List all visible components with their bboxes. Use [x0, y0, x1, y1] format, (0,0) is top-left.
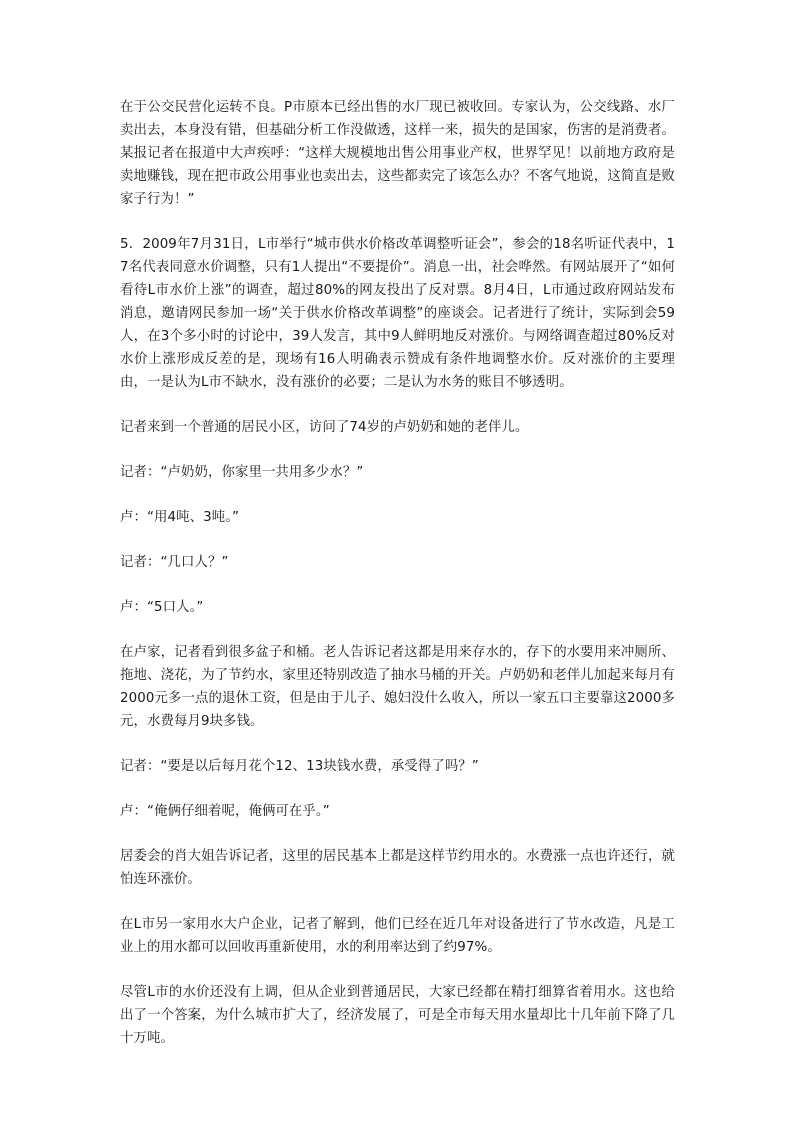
paragraph-conclusion: 尽管L市的水价还没有上调，但从企业到普通居民，大家已经都在精打细算省着用水。这也给出了一个答案，为什么城市扩大了，经济发展了，可是全市每天用水量却比十几年前下降了几十万吨。 — [120, 985, 675, 1046]
dialogue-reporter-question-1: 记者：“卢奶奶，你家里一共用多少水？” — [120, 465, 364, 480]
dialogue-reporter-question-2: 记者：“几口人？” — [120, 555, 229, 570]
paragraph-industrial-water-reuse: 在L市另一家用水大户企业，记者了解到，他们已经在近几年对设备进行了节水改造，凡是工业上的用水都可以回收再重新使用，水的利用率达到了约97%。 — [120, 917, 675, 955]
paragraph-neighborhood-committee: 居委会的肖大姐告诉记者，这里的居民基本上都是这样节约用水的。水费涨一点也许还行，就怕连环涨价。 — [120, 849, 675, 887]
dialogue-reporter-question-3: 记者：“要是以后每月花个12、13块钱水费，承受得了吗？” — [120, 759, 479, 774]
dialogue-lu-answer-1: 卢：“用4吨、3吨。” — [120, 510, 240, 525]
document-body — [120, 96, 675, 1072]
paragraph-lu-household: 在卢家，记者看到很多盆子和桶。老人告诉记者这都是用来存水的，存下的水要用来冲厕所、拖地、浇花，为了节约水，家里还特别改造了抽水马桶的开关。卢奶奶和老伴儿加起来每月有2000元多一点的退休工资，但是由于儿子、媳妇没什么收入，所以一家五口主要靠这2000多元，水费每月9块多钱。 — [120, 645, 675, 729]
paragraph-hearing-item-5: 5．2009年7月31日，L市举行“城市供水价格改革调整听证会”，参会的18名听证代表中，17名代表同意水价调整，只有1人提出“不要提价”。消息一出，社会哗然。有网站展开了“如何看待L市水价上涨”的调查，超过80%的网友投出了反对票。8月4日，L市通过政府网站发布消息，邀请网民参加一场“关于供水价格改革调整”的座谈会。记者进行了统计，实际到会59人，在3个多小时的讨论中，39人发言，其中9人鲜明地反对涨价。与网络调查超过80%反对水价上涨形成反差的是，现场有16人明确表示赞成有条件地调整水价。反对涨价的主要理由，一是认为L市不缺水，没有涨价的必要；二是认为水务的账目不够透明。 — [120, 237, 675, 390]
paragraph-reporter-visit: 记者来到一个普通的居民小区，访问了74岁的卢奶奶和她的老伴儿。 — [120, 420, 529, 435]
paragraph-privatization-loss: 在于公交民营化运转不良。P市原本已经出售的水厂现已被收回。专家认为，公交线路、水厂卖出去，本身没有错，但基础分析工作没做透，这样一来，损失的是国家，伤害的是消费者。某报记者在报道中大声疾呼：“这样大规模地出售公用事业产权，世界罕见！以前地方政府是卖地赚钱，现在把市政公用事业也卖出去，这些都卖完了该怎么办？不客气地说，这简直是败家子行为！” — [120, 100, 675, 207]
dialogue-lu-answer-3: 卢：“俺俩仔细着呢，俺俩可在乎。” — [120, 804, 330, 819]
dialogue-lu-answer-2: 卢：“5口人。” — [120, 600, 204, 615]
